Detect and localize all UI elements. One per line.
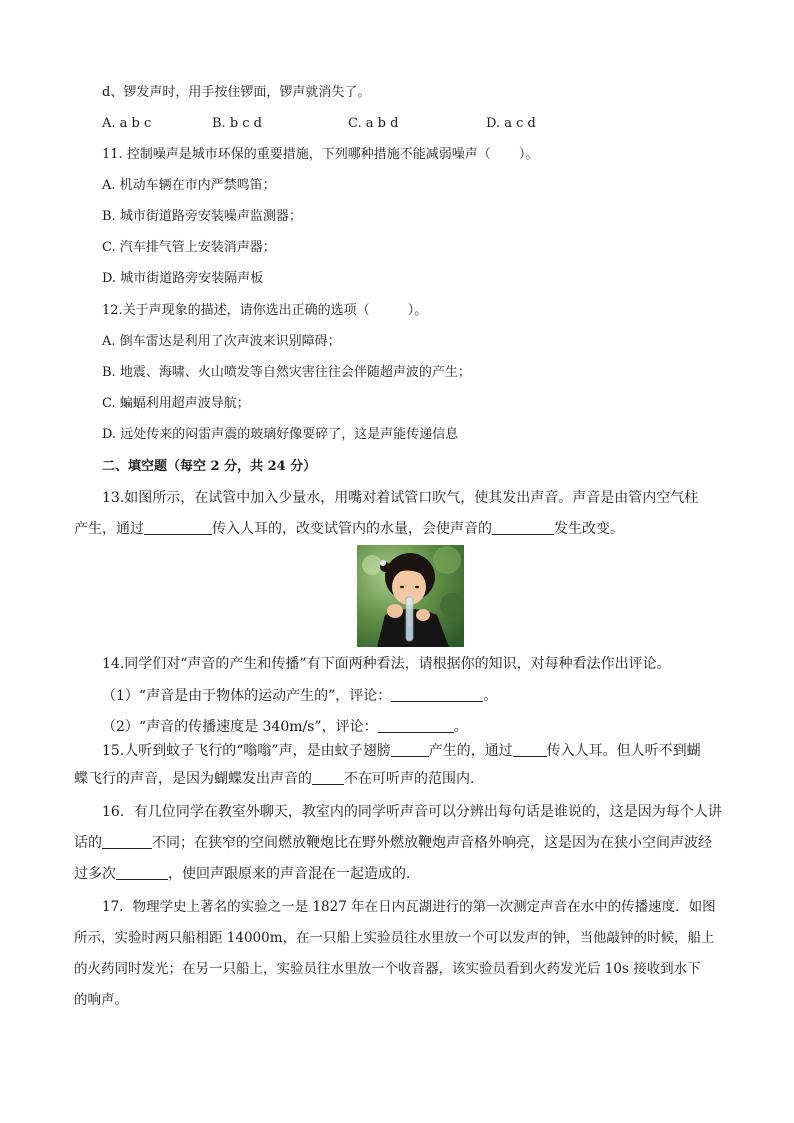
q14-item-2	[102, 718, 468, 736]
q12-stem-end: ）。	[407, 303, 428, 318]
q12-option-b: B. 地震、海啸、火山喷发等自然灾害往往会伴随超声波的产生；	[102, 365, 471, 380]
q15-blank-2[interactable]	[513, 742, 547, 757]
q16-text-c: 过多次	[74, 866, 116, 882]
q11-stem-end: ）。	[518, 147, 539, 162]
q12-option-d: D. 远处传来的闷雷声震的玻璃好像要碎了，这是声能传递信息	[102, 427, 459, 442]
q14-item-1	[102, 687, 497, 705]
q13-text-a: 产生，通过	[74, 521, 144, 537]
q16-blank-2[interactable]	[116, 865, 168, 880]
q14-item2-text: （2）“声音的传播速度是 340m/s”，评论：	[102, 719, 378, 735]
q12-option-a: A. 倒车雷达是利用了次声波来识别障碍；	[102, 334, 341, 349]
q10-option-c: C. a b d	[348, 116, 399, 131]
q17-line4: 的响声。	[74, 992, 128, 1008]
q15-text-b: 产生的，通过	[428, 743, 513, 759]
q16-text-d: ，使回声跟原来的声音混在一起造成的.	[168, 866, 411, 882]
q11-option-a: A. 机动车辆在市内严禁鸣笛；	[102, 178, 276, 193]
q10-option-b: B. b c d	[212, 116, 263, 131]
q10-item-d: d、锣发声时，用手按住锣面，锣声就消失了。	[102, 85, 371, 100]
q13-text-b: 传入人耳的，改变试管内的水量，会使声音的	[212, 521, 492, 537]
child-blowing-test-tube-photo	[357, 545, 464, 647]
q11-stem	[102, 146, 538, 164]
q12-stem-text: 12.关于声现象的描述，请你选出正确的选项（	[102, 303, 370, 318]
q11-stem-text: 11. 控制噪声是城市环保的重要措施，下列哪种措施不能减弱噪声（	[102, 147, 491, 162]
q15-text-c: 传入人耳。但人听不到蝴	[546, 743, 701, 759]
q10-option-d: D. a c d	[486, 116, 536, 131]
q16-blank-1[interactable]	[102, 834, 152, 849]
q11-option-c: C. 汽车排气管上安装消声器；	[102, 240, 276, 255]
q14-blank-2[interactable]	[378, 718, 454, 733]
q17-line3: 的火药同时发光；在另一只船上，实验员往水里放一个收音器，该实验员看到火药发光后 10s 接收到水下	[74, 961, 701, 977]
q15-line1	[102, 742, 701, 760]
q15-line2	[74, 770, 474, 788]
q16-line3	[74, 865, 410, 883]
q14-stem: 14.同学们对“声音的产生和传播”有下面两种看法，请根据你的知识，对每种看法作出评论。	[102, 656, 671, 672]
q12-option-c: C. 蝙蝠利用超声波导航；	[102, 396, 250, 411]
q15-text-a: 15.人听到蚊子飞行的“嗡嗡”声，是由蚊子翅膀	[102, 743, 391, 759]
q12-stem	[102, 302, 427, 320]
q11-option-b: B. 城市街道路旁安装噪声监测器；	[102, 209, 302, 224]
q13-line1: 13.如图所示，在试管中加入少量水，用嘴对着试管口吹气，使其发出声音。声音是由管内空气柱	[102, 490, 699, 506]
q13-text-c: 发生改变。	[554, 521, 624, 537]
q13-line2	[74, 520, 624, 538]
q14-item2-end: 。	[453, 719, 468, 735]
q16-line2	[74, 834, 712, 852]
q15-blank-3[interactable]	[312, 770, 344, 785]
q13-blank-1[interactable]	[144, 520, 212, 535]
q16-text-b: 不同；在狭窄的空间燃放鞭炮比在野外燃放鞭炮声音格外响亮，这是因为在狭小空间声波经	[152, 835, 712, 851]
q15-text-d: 蝶飞行的声音，是因为蝴蝶发出声音的	[74, 771, 312, 787]
q11-option-d: D. 城市街道路旁安装隔声板	[102, 271, 264, 286]
q16-text-a: 话的	[74, 835, 102, 851]
q14-item1-text: （1）“声音是由于物体的运动产生的”，评论：	[102, 688, 392, 704]
q17-line1: 17．物理学史上著名的实验之一是 1827 年在日内瓦湖进行的第一次测定声音在水中的传播速度．如图	[102, 899, 716, 915]
q17-line2: 所示，实验时两只船相距 14000m，在一只船上实验员往水里放一个可以发声的钟，当他敲钟的时候，船上	[74, 930, 715, 946]
q16-line1: 16．有几位同学在教室外聊天，教室内的同学听声音可以分辨出每句话是谁说的，这是因为每个人讲	[102, 804, 722, 820]
q13-blank-2[interactable]	[492, 520, 554, 535]
q15-blank-1[interactable]	[391, 742, 429, 757]
q15-text-e: 不在可听声的范围内.	[344, 771, 475, 787]
section-title-fill-in: 二、填空题（每空 2 分，共 24 分）	[102, 459, 317, 474]
q10-option-a: A. a b c	[102, 116, 152, 131]
q14-item1-end: 。	[483, 688, 498, 704]
q14-blank-1[interactable]	[391, 687, 483, 702]
